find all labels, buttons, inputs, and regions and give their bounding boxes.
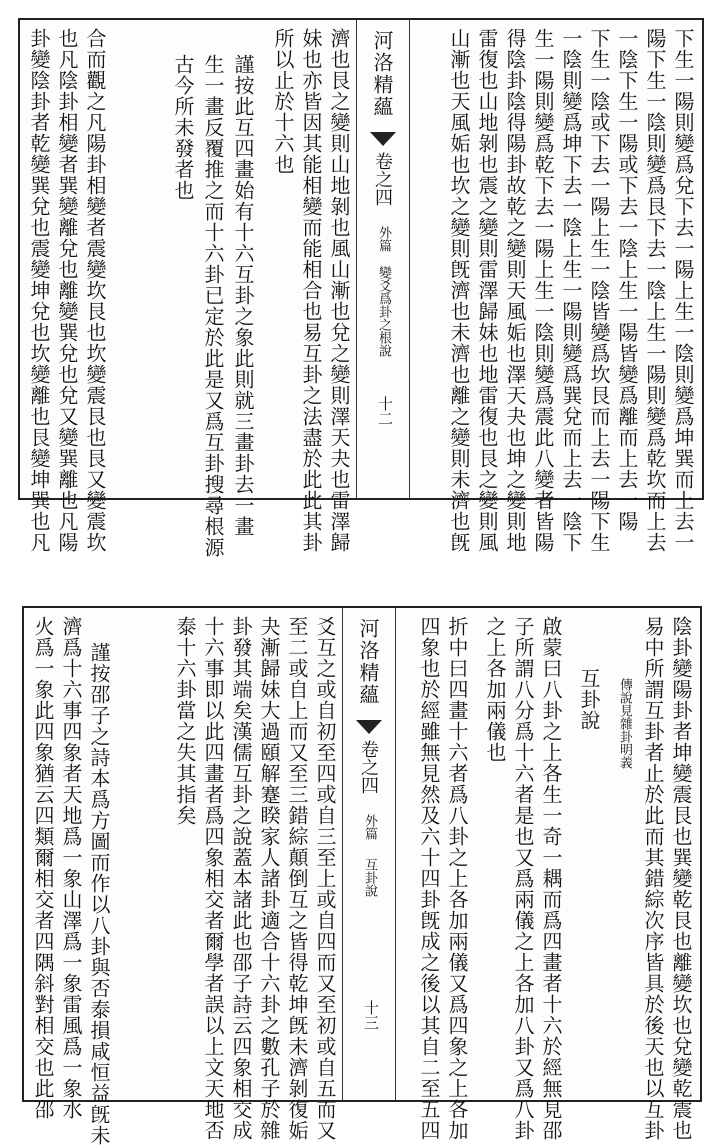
text-column: 卦發其端矣漢儒互卦之說蓋本諸此也邵子詩云四象相交成 <box>229 616 253 1141</box>
text-column: 雷復也山地剝也震之變則雷澤歸妹也地雷復也艮之變則風 <box>475 28 499 553</box>
text-column: 十六事即以此四畫者爲四象相交者爾學者誤以上文天地否 <box>201 616 225 1141</box>
text-column: 之上各加兩儀也 <box>483 616 507 763</box>
volume-label: 卷之四 <box>358 740 379 794</box>
text-column: 一陰則變爲坤下去一陰上生一陽則變爲巽兌而上去一陰下 <box>559 28 583 553</box>
commentary-column: 生一畫反覆推之而十六卦已定於此是又爲互卦搜尋根源 <box>201 54 225 558</box>
text-column: 折中曰四畫十六者爲八卦之上各加兩儀又爲四象之上各加 <box>445 616 469 1141</box>
center-strip <box>356 20 410 498</box>
center-strip <box>342 608 396 1100</box>
fishtail-mark <box>356 720 382 734</box>
text-column: 生一陽則變爲乾下去一陽上生一陰則變爲震此八變者皆陽 <box>531 28 555 553</box>
chapter-subtitle: 變爻爲卦之根說 <box>376 266 391 357</box>
text-column: 泰十六卦當之失其指矣 <box>173 616 197 826</box>
text-column: 下生一陰或下去一陽上生一陰皆變爲坎艮而上去一陽下生 <box>587 28 611 553</box>
top-page <box>18 18 704 558</box>
text-column: 得陰卦陰得陽卦故乾之變則天風姤也澤天夬也坤之變則地 <box>503 28 527 553</box>
text-column: 至二或自上而又至三錯綜顛倒互之皆得乾坤旣未濟剝復姤 <box>285 616 309 1141</box>
text-column: 合而觀之凡陽卦相變者震變坎艮也坎變震艮也艮又變震坎 <box>83 28 107 553</box>
commentary-column: 古今所未發者也 <box>171 54 195 201</box>
section-label: 外篇 <box>376 226 391 252</box>
text-column: 易中所謂互卦者止於此而其錯綜次序皆具於後天也以互卦 <box>641 616 665 1141</box>
text-column: 子所謂八分爲十六者是也又爲兩儀之上各加八卦又爲八卦 <box>511 616 535 1141</box>
section-label: 外篇 <box>362 814 377 840</box>
text-column: 啟蒙曰八卦之上各生一奇一耦而爲四畫者十六於經無見邵 <box>539 616 563 1141</box>
book-title: 河洛精蘊 <box>356 618 380 706</box>
text-column: 一陰下生一陽或下去一陰上生一陽皆變爲離而上去一陽 <box>615 28 639 532</box>
text-column: 也凡陰卦相變者巽變離兌也離變巽兌也兌又變巽離也凡陽 <box>55 28 79 553</box>
text-column: 夬漸歸妹大過頤解蹇睽家人諸卦適合十六卦之數孔子於雜 <box>257 616 281 1141</box>
text-column: 下生一陽則變爲兌下去一陽上生一陰則變爲坤巽而上去一 <box>671 28 695 553</box>
text-column: 所以止於十六也 <box>271 28 295 175</box>
text-column: 陽下生一陰則變爲艮下去一陰上生一陽則變爲乾坎而上去 <box>643 28 667 553</box>
commentary-column: 謹按邵子之詩本爲方圖而作以八卦與否泰損咸恒益旣未 <box>87 642 111 1146</box>
text-column: 爻互之或自初至四或自三至上或自四而又至初或自五而又 <box>313 616 337 1141</box>
commentary-column: 謹按此互四畫始有十六互卦之象此則就三畫卦去一畫 <box>231 54 255 537</box>
text-column: 火爲一象此四象猶云四類爾相交者四隅斜對相交也此邵 <box>31 616 55 1120</box>
text-column: 陰卦變陽卦者坤變震艮也巽變乾艮也離變坎也兌變乾震也 <box>669 616 693 1141</box>
text-column: 山漸也天風姤也坎之變則旣濟也未濟也離之變則未濟也旣 <box>447 28 471 553</box>
text-column: 四象也於經雖無見然及六十四卦旣成之後以其自二至五四 <box>417 616 441 1141</box>
text-column: 濟爲十六事四象者天地爲一象山澤爲一象雷風爲一象水 <box>59 616 83 1120</box>
text-column: 卦變陰卦者乾變巽兌也震變坤兌也坎變離也艮變坤巽也凡 <box>27 28 51 553</box>
annotation-column: 傳說見雜卦明義 <box>617 678 632 769</box>
page-number: 十二 <box>376 396 394 426</box>
book-title: 河洛精蘊 <box>370 30 394 118</box>
fishtail-mark <box>370 132 396 146</box>
text-column: 濟也艮之變則山地剝也風山漸也兌之變則澤天夬也雷澤歸 <box>327 28 351 553</box>
volume-label: 卷之四 <box>372 152 393 206</box>
section-heading: 互卦說 <box>577 668 601 731</box>
chapter-subtitle: 互卦說 <box>362 858 377 897</box>
text-column: 妹也亦皆因其能相變而能相合也易互卦之法盡於此此其卦 <box>299 28 323 553</box>
bottom-page <box>22 606 702 1146</box>
page-number: 十三 <box>362 1000 380 1030</box>
